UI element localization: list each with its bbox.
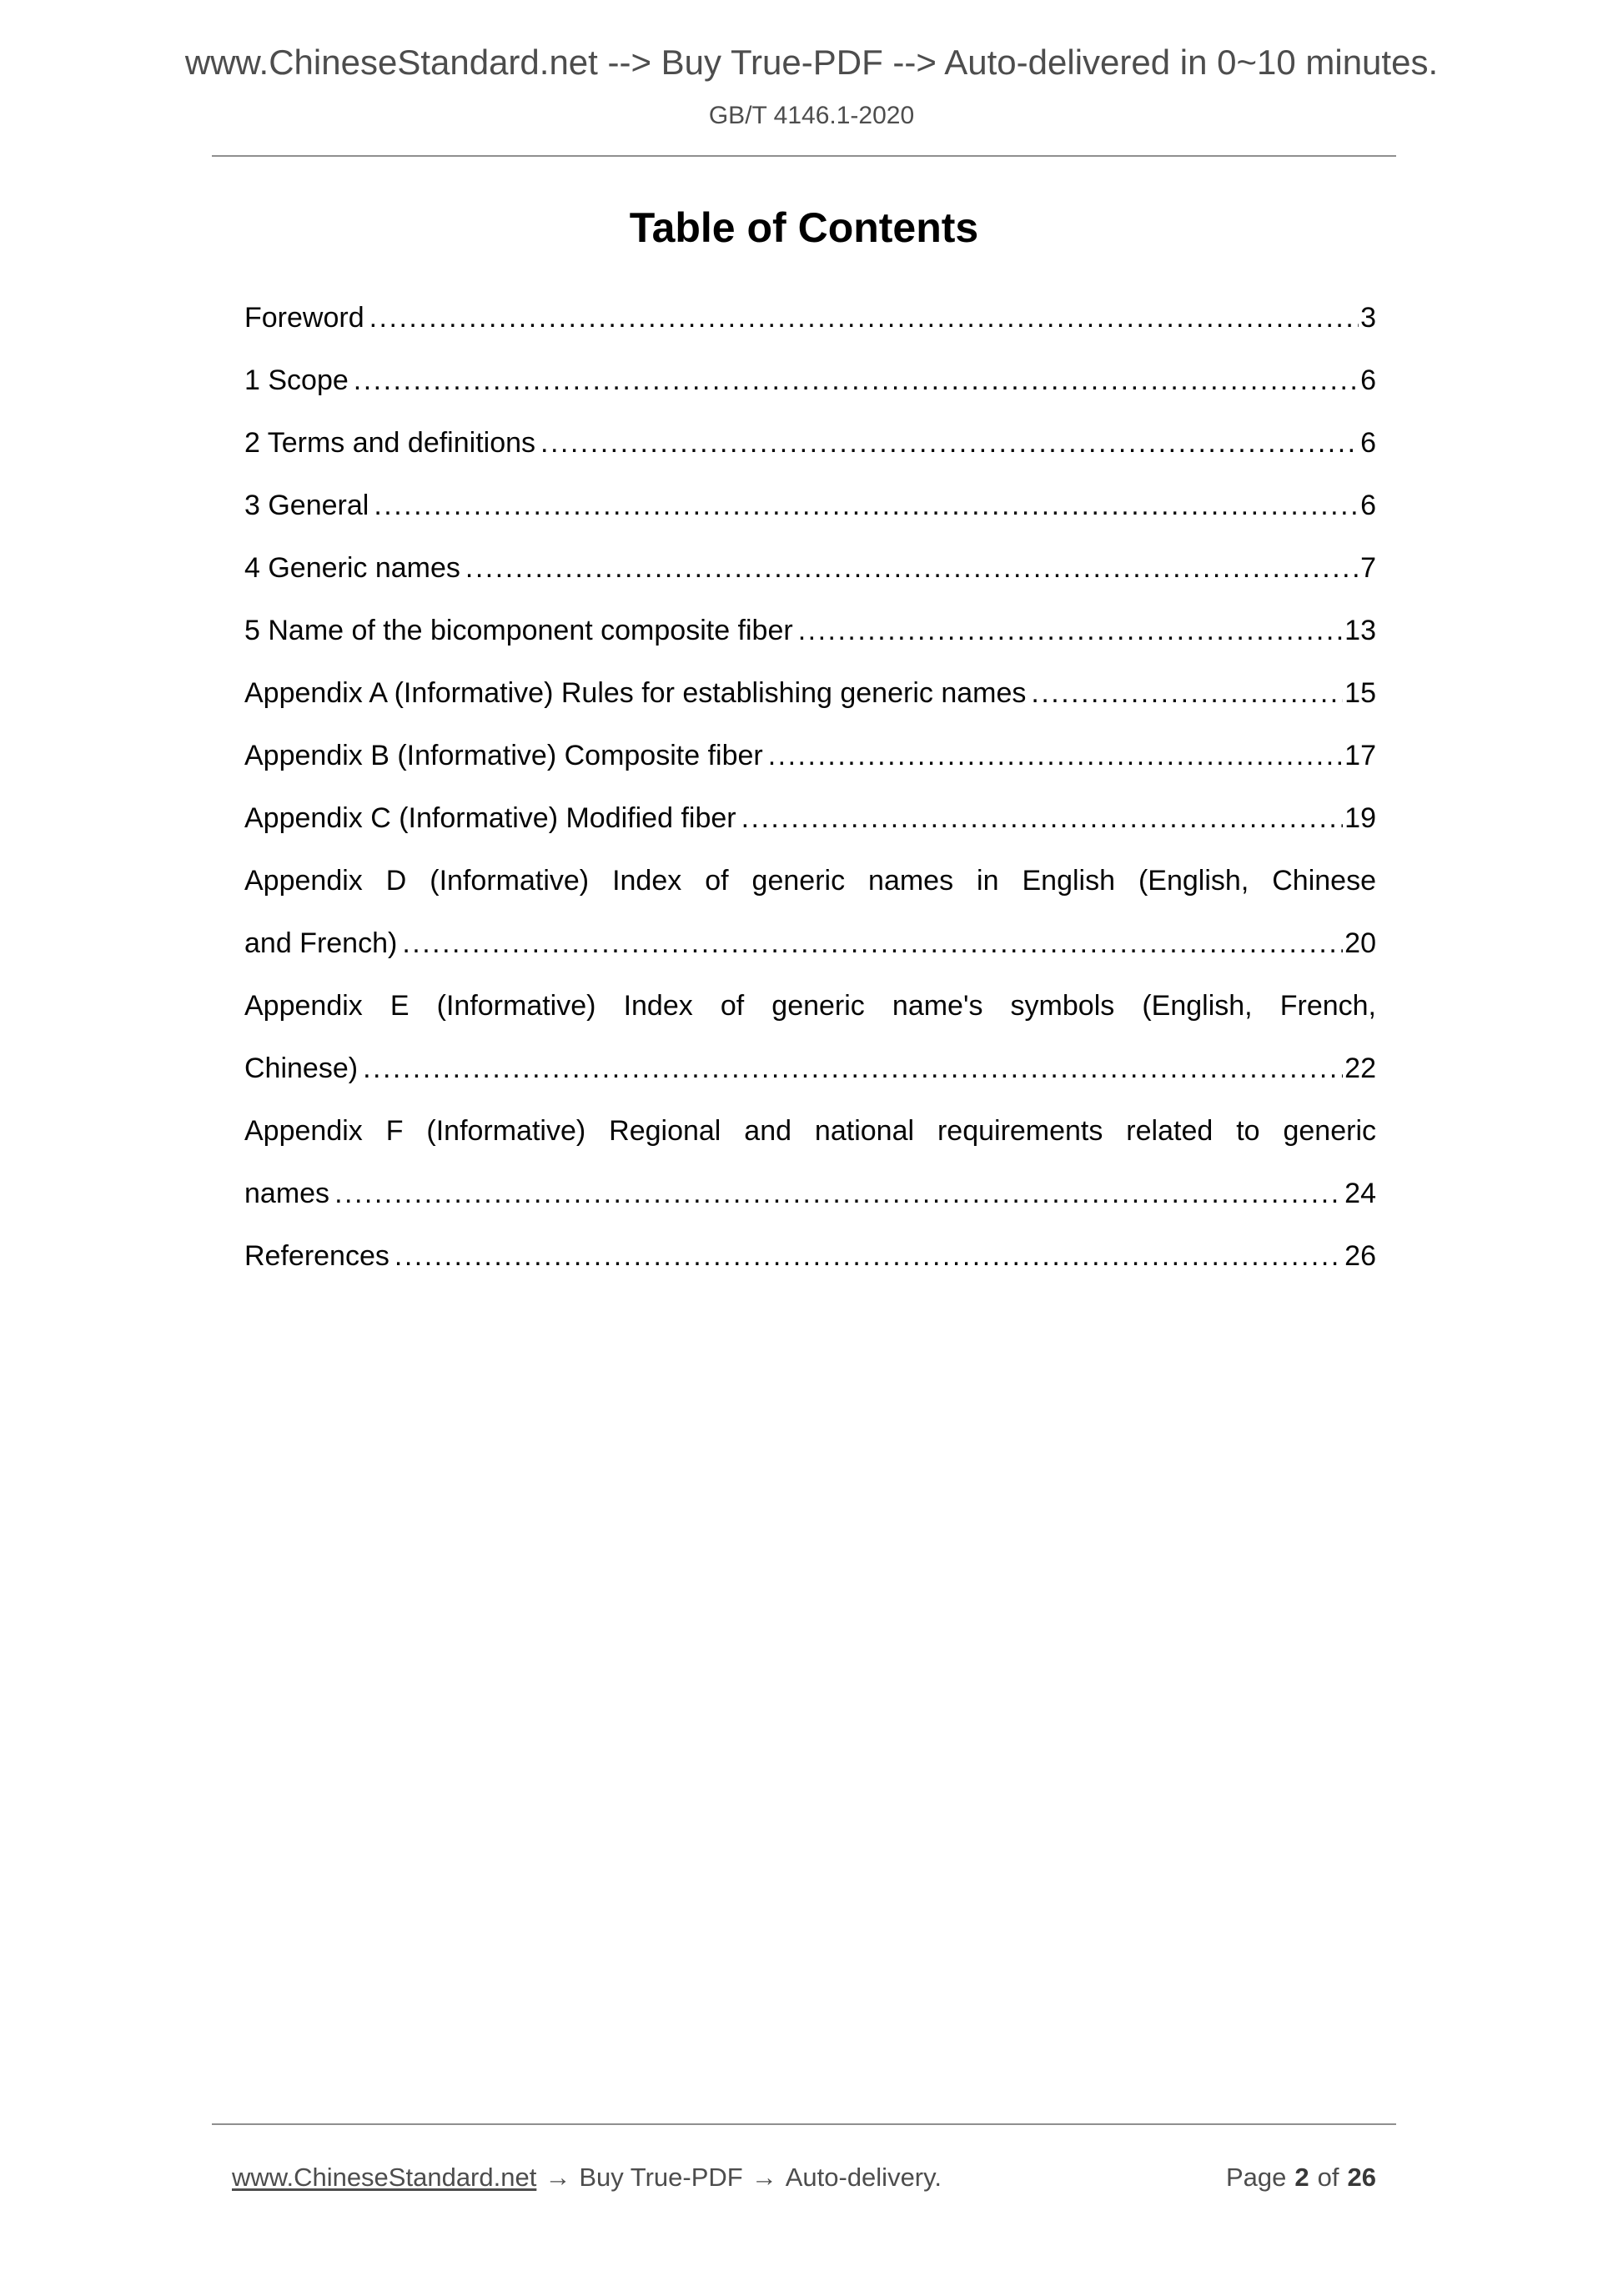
toc-page-number: 7 xyxy=(1360,552,1376,584)
toc-page-number: 6 xyxy=(1360,490,1376,521)
arrow-right-icon: → xyxy=(545,2163,571,2192)
toc-page-number: 13 xyxy=(1344,615,1376,646)
dot-leader xyxy=(1031,662,1343,725)
footer-delivery-text: Auto-delivery. xyxy=(785,2163,942,2192)
toc-entry xyxy=(244,349,1376,412)
toc-entry xyxy=(244,600,1376,662)
of-word: of xyxy=(1317,2163,1339,2192)
toc-entry-label: 5 Name of the bicomponent composite fiber xyxy=(244,615,793,646)
dot-leader xyxy=(374,475,1359,537)
dot-leader xyxy=(741,787,1344,850)
toc-entry-label: Chinese) xyxy=(244,1053,359,1084)
toc-entry-label: Foreword xyxy=(244,302,364,334)
dot-leader xyxy=(354,349,1359,412)
toc-entry xyxy=(244,287,1376,349)
toc-entry-label: names xyxy=(244,1178,330,1209)
toc-entry-text: Appendix E (Informative) Index of generic name's symbols (English, French, xyxy=(244,990,1376,1022)
toc-entry xyxy=(244,725,1376,787)
toc-entry-text: Appendix D (Informative) Index of generic names in English (English, Chinese xyxy=(244,865,1376,897)
toc-entry-label: Appendix A (Informative) Rules for establishing generic names xyxy=(244,677,1027,709)
footer-site-link[interactable]: www.ChineseStandard.net xyxy=(232,2163,537,2192)
toc-entry xyxy=(244,850,1376,975)
toc-entry-text: Appendix F (Informative) Regional and national requirements related to generic xyxy=(244,1115,1376,1147)
toc-entry-label: Appendix B (Informative) Composite fiber xyxy=(244,740,763,771)
toc-entry-label: 1 Scope xyxy=(244,364,349,396)
arrow-right-icon: → xyxy=(751,2163,777,2192)
dot-leader xyxy=(465,537,1359,600)
toc-entry-label: 2 Terms and definitions xyxy=(244,427,536,459)
document-number: GB/T 4146.1-2020 xyxy=(708,102,915,129)
footer-banner xyxy=(232,2160,942,2195)
toc-page-number: 3 xyxy=(1360,302,1376,334)
toc-entry xyxy=(244,662,1376,725)
footer-buy-text: Buy True-PDF xyxy=(579,2163,743,2192)
dot-leader xyxy=(768,725,1343,787)
table-of-contents xyxy=(244,287,1376,1288)
toc-entry xyxy=(244,975,1376,1100)
toc-entry-label: Appendix C (Informative) Modified fiber xyxy=(244,802,736,834)
toc-entry-label: 4 Generic names xyxy=(244,552,460,584)
toc-entry xyxy=(244,1225,1376,1288)
toc-page-number: 15 xyxy=(1344,677,1376,709)
page-title: Table of Contents xyxy=(629,204,979,251)
header-divider xyxy=(212,155,1396,157)
toc-page-number: 6 xyxy=(1360,427,1376,459)
header-banner: www.ChineseStandard.net --> Buy True-PDF --> Auto-delivered in 0~10 minutes. xyxy=(184,43,1439,82)
total-page-number: 26 xyxy=(1347,2163,1376,2192)
toc-entry-label: 3 General xyxy=(244,490,369,521)
toc-page-number: 19 xyxy=(1344,802,1376,834)
page-word: Page xyxy=(1226,2163,1287,2192)
dot-leader xyxy=(540,412,1359,475)
dot-leader xyxy=(363,1037,1343,1100)
dot-leader xyxy=(798,600,1343,662)
toc-page-number: 26 xyxy=(1344,1240,1376,1272)
toc-entry xyxy=(244,475,1376,537)
toc-entry xyxy=(244,537,1376,600)
page-footer xyxy=(232,2160,1376,2195)
dot-leader xyxy=(334,1163,1343,1225)
dot-leader xyxy=(369,287,1359,349)
toc-entry xyxy=(244,787,1376,850)
toc-entry xyxy=(244,1100,1376,1225)
page-indicator xyxy=(1226,2160,1376,2195)
toc-entry-label: and French) xyxy=(244,927,398,959)
toc-page-number: 6 xyxy=(1360,364,1376,396)
toc-entry xyxy=(244,412,1376,475)
dot-leader xyxy=(394,1225,1343,1288)
toc-page-number: 24 xyxy=(1344,1178,1376,1209)
footer-divider xyxy=(212,2123,1396,2125)
dot-leader xyxy=(402,912,1343,975)
current-page-number: 2 xyxy=(1294,2163,1309,2192)
toc-page-number: 17 xyxy=(1344,740,1376,771)
toc-entry-label: References xyxy=(244,1240,389,1272)
toc-page-number: 20 xyxy=(1344,927,1376,959)
toc-page-number: 22 xyxy=(1344,1053,1376,1084)
